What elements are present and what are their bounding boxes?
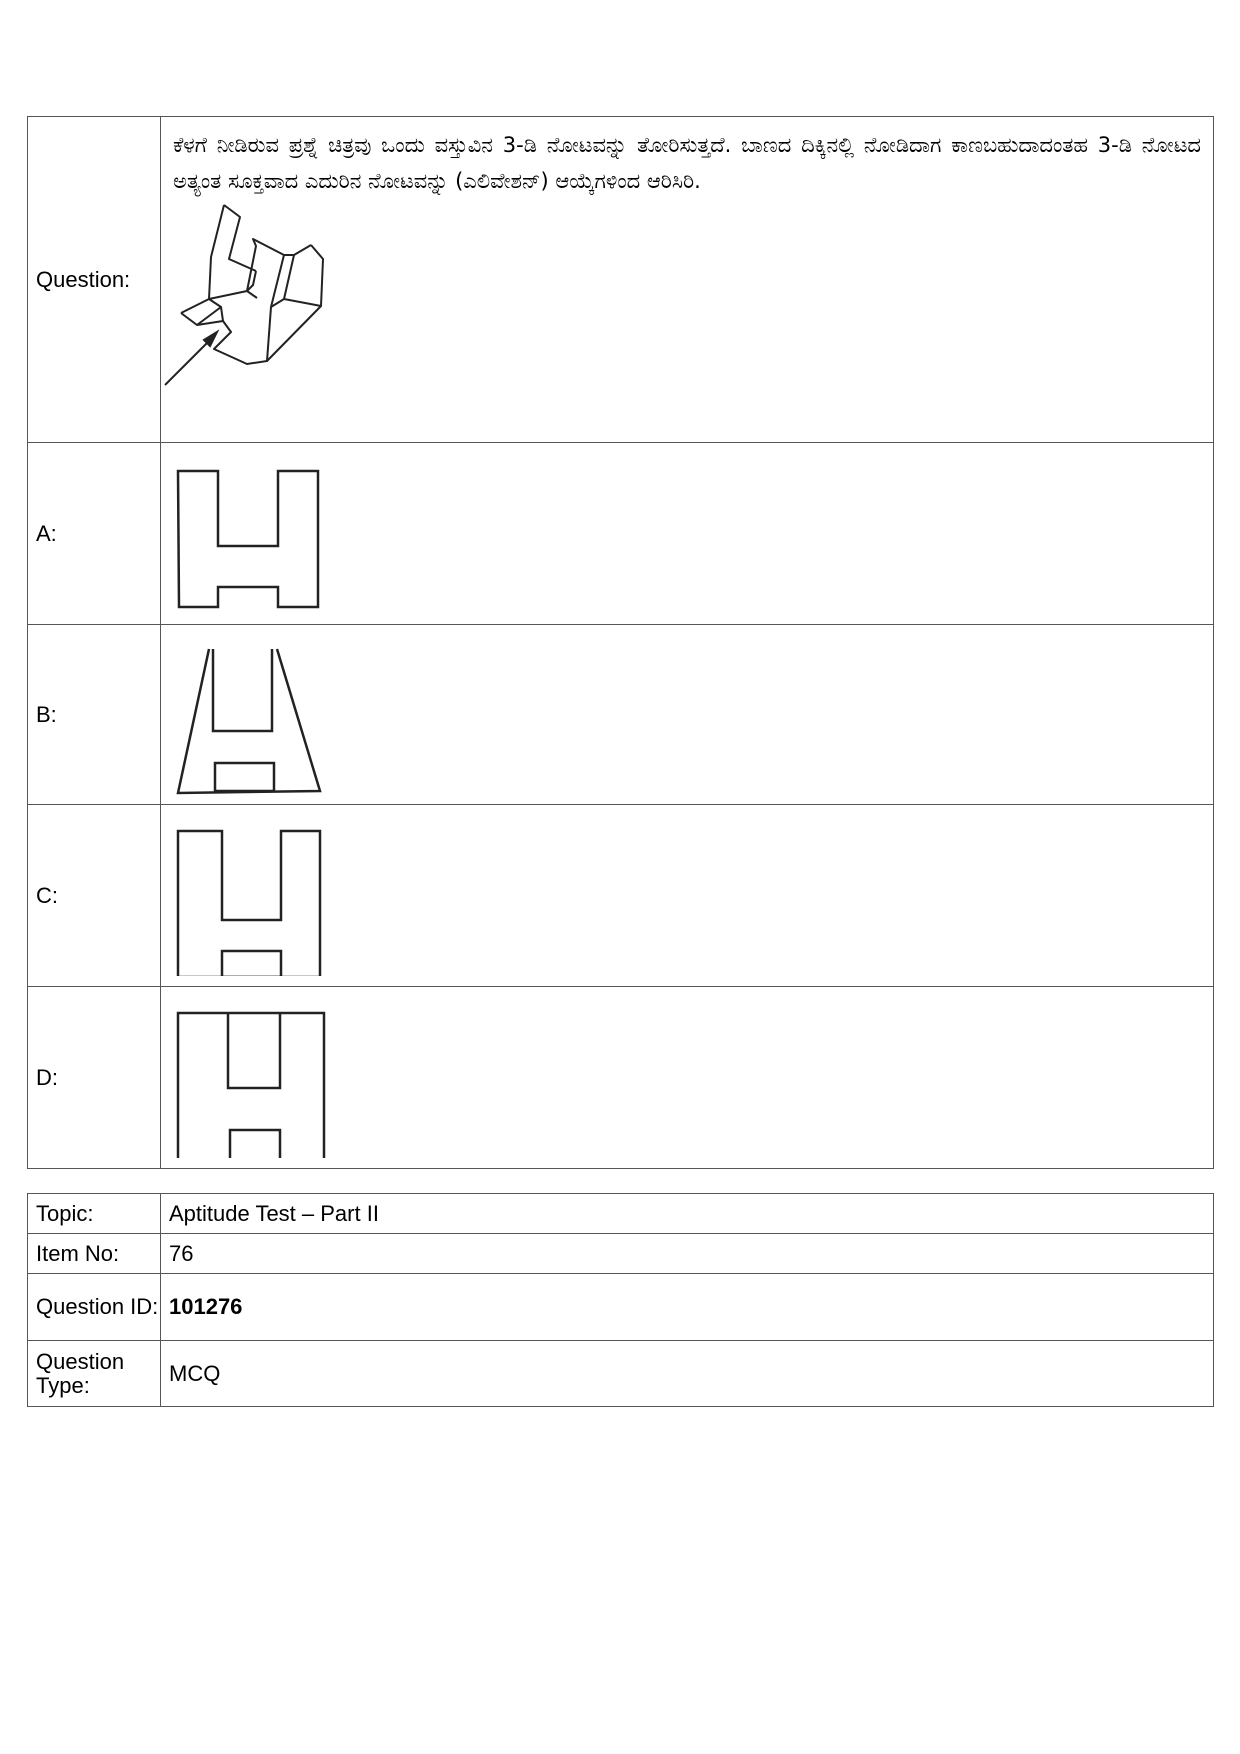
meta-row-qtype bbox=[28, 1341, 1214, 1407]
question-row bbox=[28, 117, 1214, 443]
question-id-label: Question ID: bbox=[28, 1274, 161, 1341]
question-id-value: 101276 bbox=[161, 1274, 1214, 1341]
meta-row-topic bbox=[28, 1194, 1214, 1234]
meta-row-item bbox=[28, 1234, 1214, 1274]
option-c-label: C: bbox=[28, 805, 161, 987]
meta-row-qid bbox=[28, 1274, 1214, 1341]
option-d-figure[interactable] bbox=[175, 998, 335, 1158]
option-row-d[interactable] bbox=[28, 987, 1214, 1169]
question-text: ಕೆಳಗೆ ನೀಡಿರುವ ಪ್ರಶ್ನೆ ಚಿತ್ರವು ಒಂದು ವಸ್ತುವಿನ 3-ಡಿ ನೋಟವನ್ನು ತೋರಿಸುತ್ತದೆ. ಬಾಣದ ದಿಕ್ಕಿನಲ್ಲಿ ನೋಡಿದಾಗ ಕಾಣಬಹುದಾದಂತಹ 3-ಡಿ ನೋಟದ ಅತ್ಯಂತ ಸೂಕ್ತವಾದ ಎದುರಿನ ನೋಟವನ್ನು (ಎಲಿವೇಶನ್) ಆಯ್ಕೆಗಳಿಂದ ಆರಿಸಿರಿ. bbox=[173, 133, 1201, 193]
question-type-label: Question Type: bbox=[28, 1341, 161, 1407]
question-table bbox=[27, 116, 1214, 1169]
option-a-figure-cell[interactable] bbox=[161, 443, 1214, 625]
item-no-label: Item No: bbox=[28, 1234, 161, 1274]
option-d-label: D: bbox=[28, 987, 161, 1169]
option-b-label: B: bbox=[28, 625, 161, 805]
option-row-a[interactable] bbox=[28, 443, 1214, 625]
option-c-figure[interactable] bbox=[175, 816, 335, 976]
question-cell bbox=[161, 117, 1214, 443]
option-c-figure-cell[interactable] bbox=[161, 805, 1214, 987]
option-a-figure[interactable] bbox=[175, 454, 335, 614]
option-b-figure[interactable] bbox=[175, 635, 335, 795]
item-no-value: 76 bbox=[161, 1234, 1214, 1274]
option-b-figure-cell[interactable] bbox=[161, 625, 1214, 805]
question-label: Question: bbox=[28, 117, 161, 443]
question-type-value: MCQ bbox=[161, 1341, 1214, 1407]
option-row-c[interactable] bbox=[28, 805, 1214, 987]
topic-value: Aptitude Test – Part II bbox=[161, 1194, 1214, 1234]
option-d-figure-cell[interactable] bbox=[161, 987, 1214, 1169]
option-a-label: A: bbox=[28, 443, 161, 625]
topic-label: Topic: bbox=[28, 1194, 161, 1234]
meta-table bbox=[27, 1193, 1214, 1407]
option-row-b[interactable] bbox=[28, 625, 1214, 805]
isometric-figure bbox=[161, 199, 361, 394]
